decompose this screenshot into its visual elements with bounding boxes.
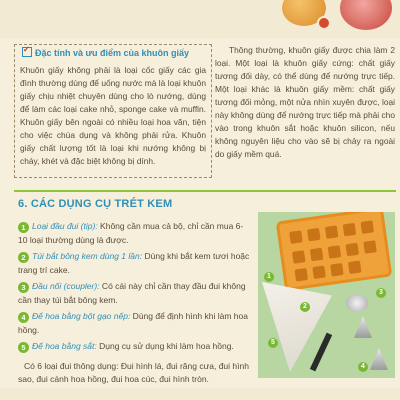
- photo-label: 4: [358, 362, 368, 372]
- photo-label: 2: [300, 302, 310, 312]
- piping-tip-image: [354, 316, 372, 338]
- top-photo-muffin-cups: [222, 0, 398, 38]
- tool-list: [18, 220, 252, 387]
- photo-label: 1: [264, 272, 274, 282]
- checkbox-icon: [22, 47, 32, 57]
- list-item: 2 Túi bắt bông kem dùng 1 lần: Dùng khi bắt kem tươi hoặc trang trí cake.: [18, 251, 250, 275]
- photo-label: 3: [376, 288, 386, 298]
- list-item: 4 Đế hoa bằng bột gạo nếp: Dùng để định hình khi làm hoa hồng.: [18, 311, 248, 335]
- list-item: 1 Loại đầu đui (tip): Không cần mua cả bộ, chỉ cần mua 6-10 loại thường dùng là được.: [18, 221, 244, 245]
- info-box-title: ✓Đặc tính và ưu điểm của khuôn giấy: [22, 47, 189, 58]
- photo-label: 5: [268, 338, 278, 348]
- tip-types-note: Có 6 loại đui thông dụng: Đui hình lá, đui răng cưa, đui hình sao, đui cánh hoa hồng, đui hoa cúc, đui hình tròn.: [18, 360, 249, 384]
- page-footer-strip: [0, 388, 400, 400]
- info-box-body: Khuôn giấy không phải là loại cốc giấy các gia đình thường dùng để uống nước mà là loại khuôn giấy chịu nhiệt chuyên dùng cho lò nướng, dùng để làm các loại cake nhỏ, sponge cake và muffin. Khuôn giấy bên ngoài có nhiều loại hoa văn, tiện cho việc chùa dụng và không phải rửa. Khuôn giấy chất lượng tốt là loại khi nướng không bị cháy, khét và đặc biệt không bị dính.: [20, 65, 206, 166]
- tip-case-image: [276, 212, 393, 291]
- flower-base-image: [370, 348, 388, 370]
- flower-nail-image: [310, 333, 332, 372]
- paper-cup-types-text: Thông thường, khuôn giấy được chia làm 2 loại. Một loại là khuôn giấy cứng: chất giấy tương đối dày, có thể dùng để nướng trực tiếp. Một loại khác là khuôn giấy mềm: chất giấy tương đối mỏng, một nửa nhìn xuyên được, loại này không dùng để nướng trực tiếp mà phải cho vào trong khuôn sắt hoặc khuôn silicon, nếu không nguyên liệu cho vào sẽ bị chảy ra ngoài do giấy mềm quá.: [215, 45, 395, 159]
- list-item: 5 Đế hoa bằng sắt: Dụng cụ sử dụng khi làm hoa hồng.: [18, 340, 252, 354]
- coupler-image: [346, 294, 368, 312]
- section-title: 6. CÁC DỤNG CỤ TRÉT KEM: [18, 198, 173, 210]
- section-divider: [14, 190, 396, 192]
- list-item: 3 Đầu nối (coupler): Có cái này chỉ cần thay đầu đui không cần thay túi bắt bông kem.: [18, 281, 246, 305]
- piping-bag-image: [262, 282, 332, 372]
- piping-tools-photo: [258, 212, 395, 378]
